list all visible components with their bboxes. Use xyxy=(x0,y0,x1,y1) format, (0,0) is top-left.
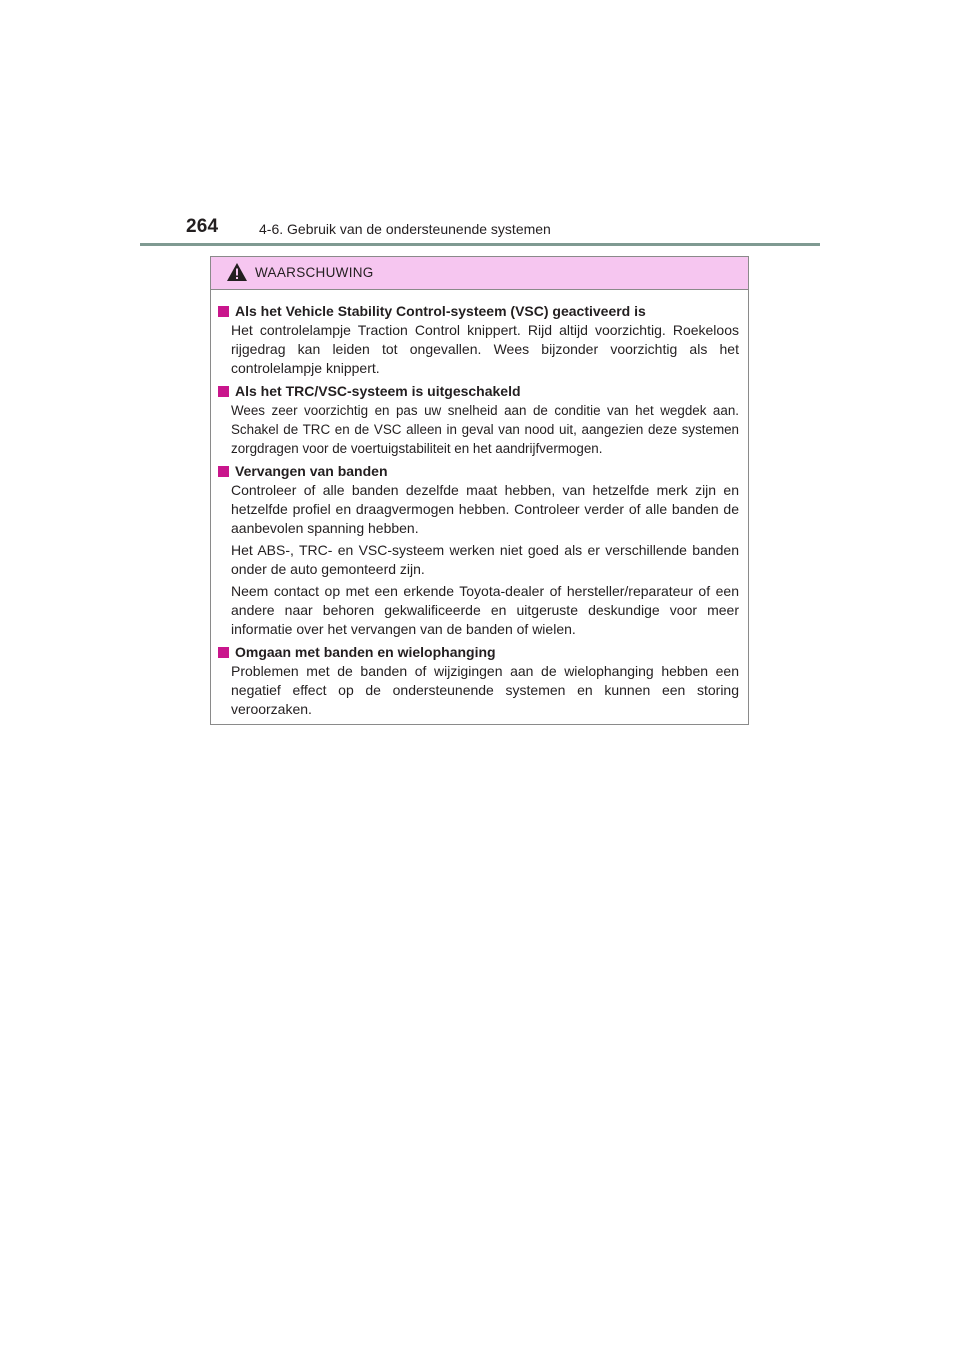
warning-title: WAARSCHUWING xyxy=(255,265,374,280)
item-heading-text: Als het Vehicle Stability Control-systeem (VSC) geactiveerd is xyxy=(235,303,646,319)
item-heading xyxy=(218,301,739,321)
warning-item-tire-replacement xyxy=(218,461,739,639)
warning-triangle-icon xyxy=(226,262,248,282)
item-heading xyxy=(218,381,739,401)
item-heading xyxy=(218,461,739,481)
header-rule xyxy=(140,243,820,246)
square-bullet-icon xyxy=(218,466,229,477)
warning-item-trc-vsc-off xyxy=(218,381,739,458)
warning-header xyxy=(211,257,748,290)
item-paragraph: Neem contact op met een erkende Toyota-dealer of hersteller/reparateur of een andere naar behoren gekwalificeerde en uitgeruste deskundige voor meer informatie over het vervangen van de banden of wielen. xyxy=(231,583,739,637)
item-paragraph: Problemen met de banden of wijzigingen aan de wielophanging hebben een negatief effect op de ondersteunende systemen en kunnen een storing veroorzaken. xyxy=(231,663,739,717)
item-heading-text: Omgaan met banden en wielophanging xyxy=(235,644,496,660)
item-paragraph: Het controlelampje Traction Control knippert. Rijd altijd voorzichtig. Roekeloos rijgedrag kan leiden tot ongevallen. Wees bijzonder voorzichtig als het controlelampje knippert. xyxy=(231,322,739,376)
section-title: 4-6. Gebruik van de ondersteunende systemen xyxy=(259,221,551,237)
warning-body xyxy=(211,290,748,719)
item-heading xyxy=(218,642,739,662)
item-paragraph: Controleer of alle banden dezelfde maat hebben, van hetzelfde merk zijn en hetzelfde profiel en draagvermogen hebben. Controleer verder of alle banden de aanbevolen spanning hebben. xyxy=(231,482,739,536)
square-bullet-icon xyxy=(218,386,229,397)
square-bullet-icon xyxy=(218,306,229,317)
warning-box xyxy=(210,256,749,725)
item-heading-text: Als het TRC/VSC-systeem is uitgeschakeld xyxy=(235,383,521,399)
warning-item-tires-suspension xyxy=(218,642,739,719)
page-header xyxy=(140,214,820,248)
page-number: 264 xyxy=(186,216,219,237)
square-bullet-icon xyxy=(218,647,229,658)
item-paragraph: Wees zeer voorzichtig en pas uw snelheid aan de conditie van het wegdek aan. Schakel de TRC en de VSC alleen in geval van nood uit, aangezien deze systemen zorgdragen voor de voertuigstabiliteit en het aandrijfvermogen. xyxy=(231,403,739,456)
item-heading-text: Vervangen van banden xyxy=(235,463,388,479)
warning-item-vsc-active xyxy=(218,301,739,378)
item-paragraph: Het ABS-, TRC- en VSC-systeem werken niet goed als er verschillende banden onder de auto gemonteerd zijn. xyxy=(231,542,739,577)
